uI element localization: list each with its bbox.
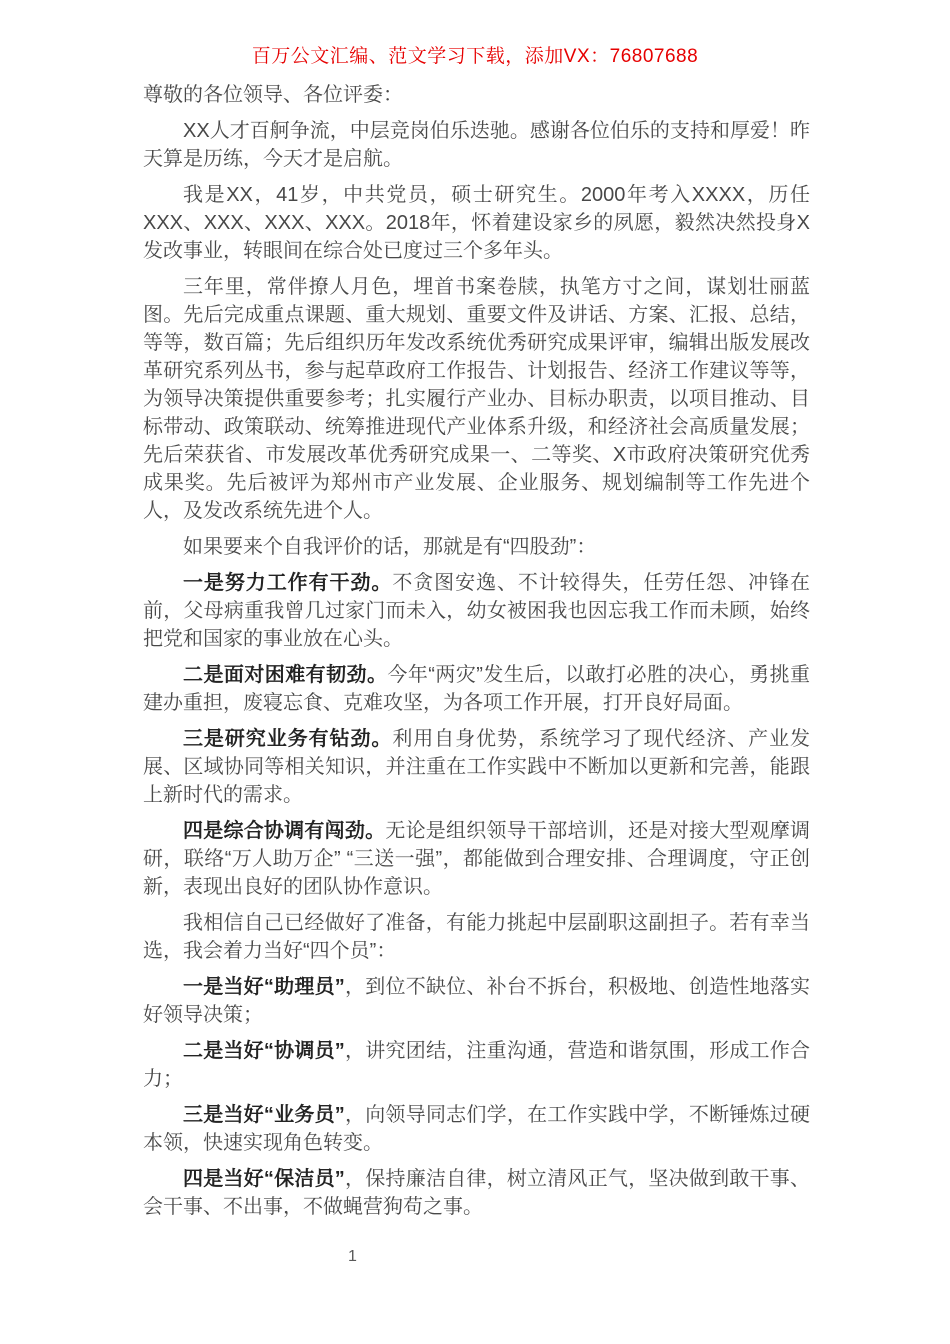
paragraph [143,1101,810,1157]
paragraph-text: ，到位不缺位、补台不拆台，积极地、创造性地落实好领导决策； [143,976,811,1026]
document-body [143,81,810,1221]
paragraph [143,117,810,173]
paragraph-text: ，讲究团结，注重沟通，营造和谐氛围，形成工作合力； [143,1040,811,1090]
paragraph-text: ，向领导同志们学，在工作实践中学，不断锤炼过硬本领，快速实现角色转变。 [143,1104,811,1154]
paragraph-text: 无论是组织领导干部培训，还是对接大型观摩调研，联络“万人助万企” “三送一强”，都能做到合理安排、合理调度，守正创新，表现出良好的团队协作意识。 [143,820,811,898]
paragraph [143,661,810,717]
salutation: 尊敬的各位领导、各位评委： [143,84,403,106]
paragraph-text: ，保持廉洁自律，树立清风正气，坚决做到敢干事、会干事、不出事，不做蝇营狗苟之事。 [143,1168,811,1218]
paragraph-lead: 四是当好“保洁员” [183,1168,345,1190]
paragraph-lead: 二是面对困难有韧劲。 [183,664,388,686]
paragraph-text: 三年里，常伴撩人月色，埋首书案卷牍，执笔方寸之间，谋划壮丽蓝图。先后完成重点课题、重大规划、重要文件及讲话、方案、汇报、总结，等等，数百篇；先后组织历年发改系统优秀研究成果评审，编辑出版发展改革研究系列丛书，参与起草政府工作报告、计划报告、经济工作建议等等，为领导决策提供重要参考；扎实履行产业办、目标办职责，以项目推动、目标带动、政策联动、统筹推进现代产业体系升级，和经济社会高质量发展；先后荣获省、市发展改革优秀研究成果一、二等奖、X市政府决策研究优秀成果奖。先后被评为郑州市产业发展、企业服务、规划编制等工作先进个人，及发改系统先进个人。 [143,276,810,522]
paragraph-lead: 一是当好“助理员” [183,976,345,998]
paragraph [143,1165,810,1221]
paragraph-lead: 三是研究业务有钻劲。 [183,728,393,750]
paragraph [143,533,810,561]
paragraph-lead: 一是努力工作有干劲。 [183,572,393,594]
paragraph [143,725,810,809]
paragraph-text: 不贪图安逸、不计较得失，任劳任怨、冲锋在前，父母病重我曾几过家门而未入，幼女被困我也因忘我工作而未顾，始终把党和国家的事业放在心头。 [143,572,811,650]
paragraph [143,1037,810,1093]
paragraph-text: 利用自身优势，系统学习了现代经济、产业发展、区域协同等相关知识，并注重在工作实践中不断加以更新和完善，能跟上新时代的需求。 [143,728,811,806]
paragraph [143,273,810,525]
paragraph-text: 如果要来个自我评价的话，那就是有“四股劲”： [183,536,597,558]
paragraph-text: 我相信自己已经做好了准备，有能力挑起中层副职这副担子。若有幸当选，我会着力当好“四个员”： [143,912,810,962]
paragraph-lead: 四是综合协调有闯劲。 [183,820,386,842]
paragraph-text: 今年“两灾”发生后，以敢打必胜的决心，勇挑重建办重担，废寝忘食、克难攻坚，为各项工作开展，打开良好局面。 [143,664,811,714]
paragraph-text: 我是XX，41岁，中共党员，硕士研究生。2000年考入XXXX，历任XXX、XXX、XXX、XXX。2018年，怀着建设家乡的夙愿，毅然决然投身X发改事业，转眼间在综合处已度过三个多年头。 [143,184,810,262]
paragraph-lead: 三是当好“业务员” [183,1104,345,1126]
paragraph [143,817,810,901]
page-number: 1 [348,1248,357,1265]
paragraph-lead: 二是当好“协调员” [183,1040,345,1062]
paragraph [143,973,810,1029]
paragraph-text: XX人才百舸争流，中层竞岗伯乐迭驰。感谢各位伯乐的支持和厚爱！昨天算是历练，今天才是启航。 [143,120,810,170]
paragraph [143,181,810,265]
paragraph [143,569,810,653]
paragraph [143,909,810,965]
promo-header: 百万公文汇编、范文学习下载，添加VX：76807688 [251,46,699,67]
